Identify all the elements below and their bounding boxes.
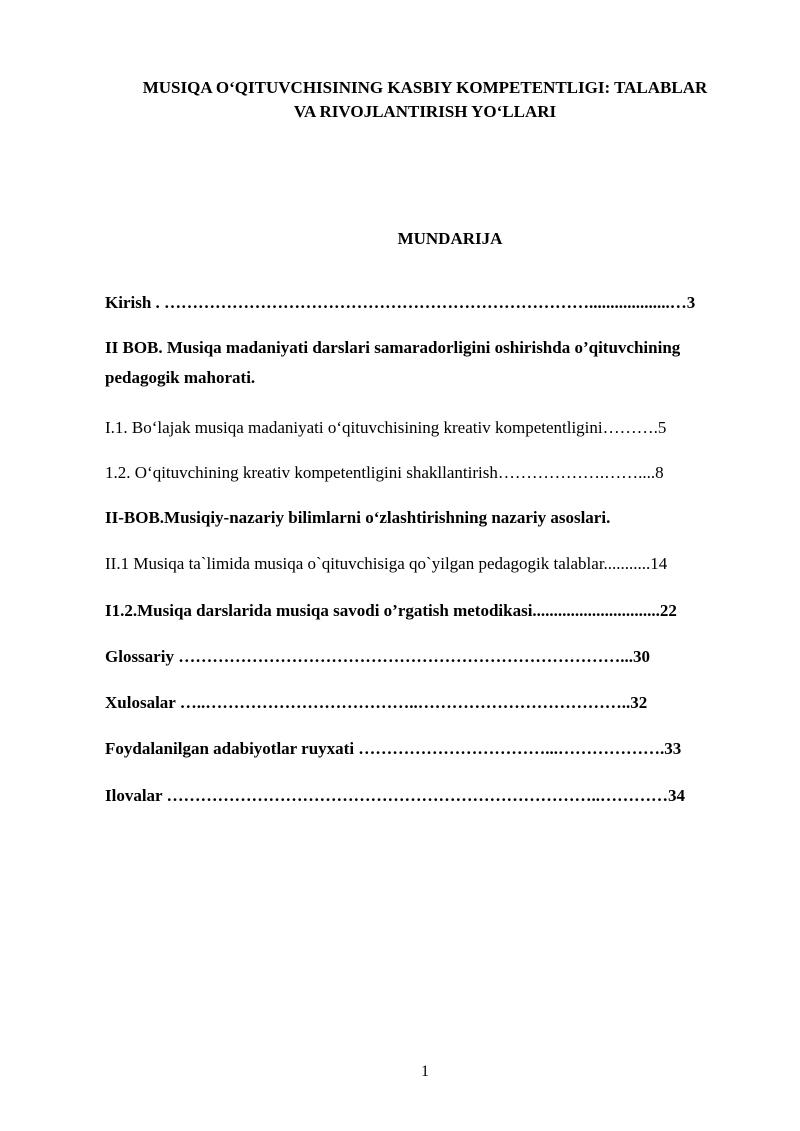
document-title xyxy=(100,76,750,124)
toc-entry-chapter-2: II-BOB.Musiqiy-nazariy bilimlarni o‘zlashtirishning nazariy asoslari. xyxy=(105,508,611,527)
toc-heading: MUNDARIJA xyxy=(397,229,503,248)
toc-entry-adabiyotlar: Foydalanilgan adabiyotlar ruyxati ……………………………...……………….33 xyxy=(105,739,682,758)
toc-entry-ilovalar: Ilovalar …………………………………………………………………..…………34 xyxy=(105,786,686,805)
toc-entry-xulosalar: Xulosalar …..………………………………..………………………………..32 xyxy=(105,693,648,712)
document-title-line-2: VA RIVOJLANTIRISH YO‘LLARI xyxy=(293,102,557,121)
document-title-line-1: MUSIQA O‘QITUVCHISINING KASBIY KOMPETENTLIGI: TALABLAR xyxy=(142,78,708,97)
toc-entry-kirish: Kirish . …………………………………………………………………...................…3 xyxy=(105,293,696,312)
toc-entry-section-1-2: 1.2. O‘qituvchining kreativ kompetentligini shakllantirish……………….……....8 xyxy=(105,463,664,482)
toc-entry-section-2-1: II.1 Musiqa ta`limida musiqa o`qituvchisiga qo`yilgan pedagogik talablar...........14 xyxy=(105,554,668,573)
toc-entry-section-2-2: I1.2.Musiqa darslarida musiqa savodi o’rgatish metodikasi..............................22 xyxy=(105,601,677,620)
page-number: 1 xyxy=(421,1063,429,1080)
toc-entry-section-1-1: I.1. Bo‘lajak musiqa madaniyati o‘qituvchisining kreativ kompetentligini……….5 xyxy=(105,418,667,437)
toc-entry-glossariy: Glossariy ……………………………………………………………………...30 xyxy=(105,647,650,666)
toc-entry-chapter-1: II BOB. Musiqa madaniyati darslari samaradorligini oshirishda o’qituvchining pedagogik mahorati. xyxy=(105,338,681,387)
